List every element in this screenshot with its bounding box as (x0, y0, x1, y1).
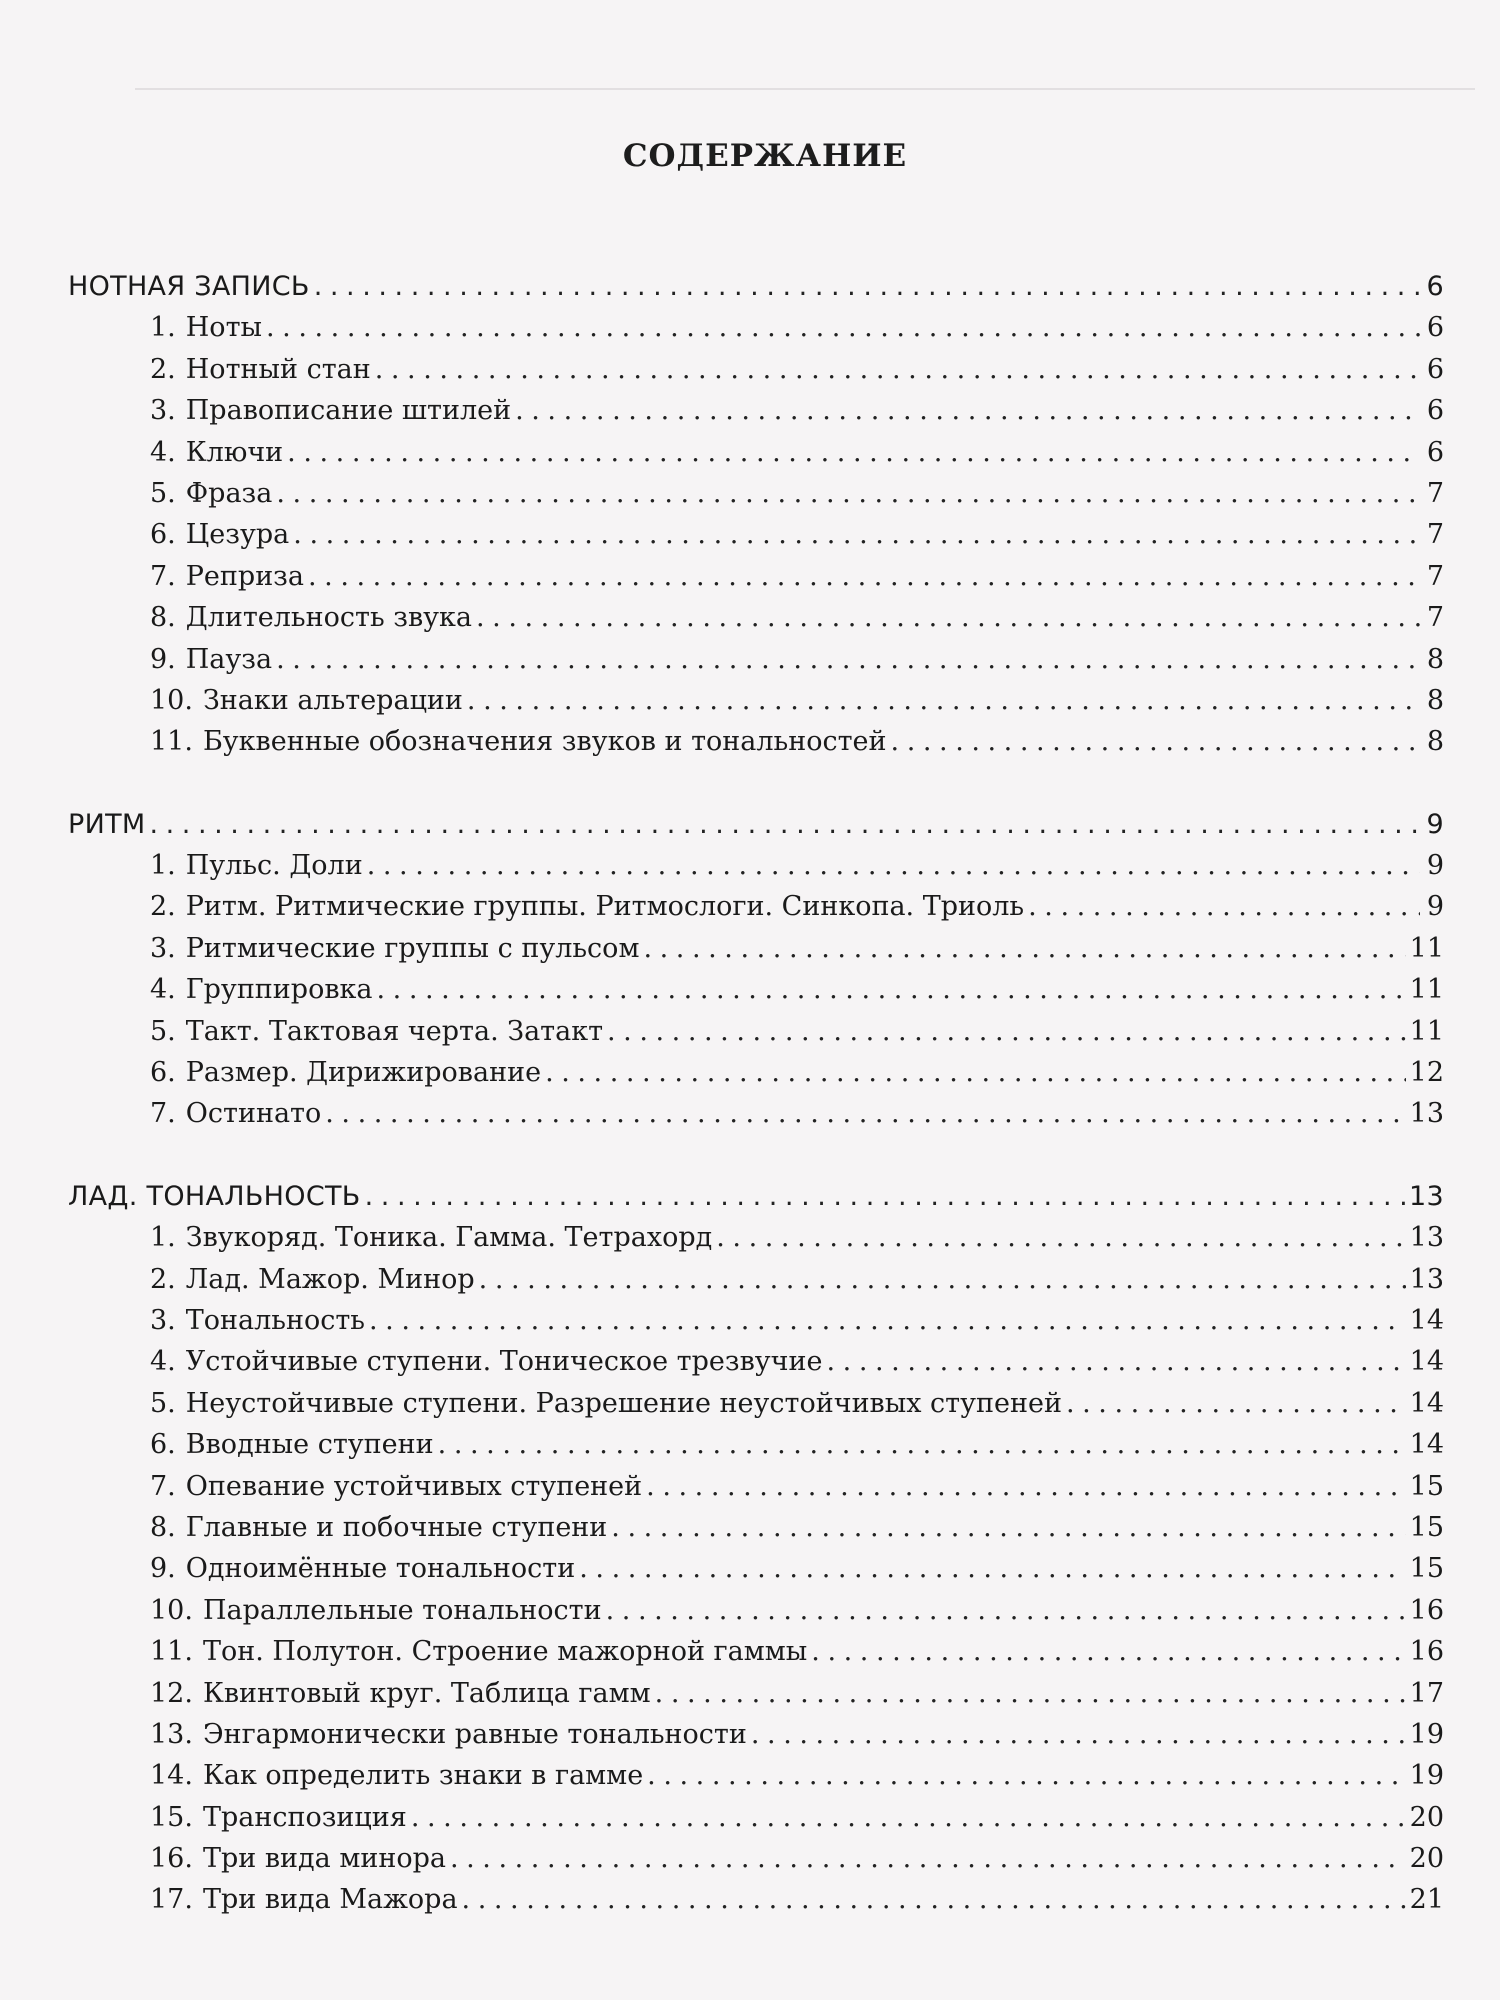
dot-leader (607, 1011, 1406, 1052)
dot-leader (287, 432, 1420, 473)
entry-title: Тональность (185, 1304, 365, 1336)
entry-number: 5. (150, 477, 176, 509)
entry-title: Энгармонически равные тональности (202, 1718, 747, 1750)
page-number: 11 (1409, 1015, 1444, 1047)
dot-leader (308, 556, 1420, 597)
dot-leader (716, 1217, 1405, 1258)
toc-entry (68, 1093, 1444, 1134)
page-number: 14 (1409, 1387, 1444, 1419)
header-rule (135, 88, 1475, 90)
entry-title: Нотный стан (185, 353, 371, 385)
entry-number: 5. (150, 1015, 176, 1047)
dot-leader (365, 1176, 1405, 1217)
toc-entry (68, 1341, 1444, 1382)
page-number: 19 (1409, 1718, 1444, 1750)
entry-number: 15. (150, 1801, 193, 1833)
dot-leader (891, 721, 1420, 762)
entry-number: 8. (150, 1511, 176, 1543)
entry-number: 2. (150, 353, 176, 385)
entry-number: 1. (150, 850, 176, 882)
section-title: РИТМ (68, 808, 146, 840)
toc-entry (68, 1507, 1444, 1548)
dot-leader (375, 349, 1420, 390)
entry-number: 4. (150, 436, 176, 468)
entry-title: Буквенные обозначения звуков и тональностей (202, 726, 887, 758)
page-number: 13 (1409, 1263, 1444, 1295)
entry-title: Лад. Мажор. Минор (185, 1263, 475, 1295)
entry-title: Пульс. Доли (185, 850, 363, 882)
dot-leader (1028, 886, 1420, 927)
entry-number: 7. (150, 1098, 176, 1130)
dot-leader (377, 969, 1406, 1010)
page-number: 11 (1409, 974, 1444, 1006)
entry-title: Длительность звука (185, 602, 473, 634)
toc-entry (68, 1011, 1444, 1052)
toc-entry (68, 1838, 1444, 1879)
entry-number: 16. (150, 1843, 193, 1875)
entry-number: 10. (150, 1594, 193, 1626)
page-number: 20 (1409, 1801, 1444, 1833)
toc-entry (68, 473, 1444, 514)
entry-title: Звукоряд. Тоника. Гамма. Тетрахорд (185, 1222, 713, 1254)
dot-leader (462, 1879, 1406, 1920)
toc-entry (68, 1797, 1444, 1838)
dot-leader (643, 928, 1405, 969)
entry-title: Вводные ступени (185, 1429, 434, 1461)
entry-number: 2. (150, 891, 176, 923)
page-number: 8 (1426, 726, 1444, 758)
entry-title: Опевание устойчивых ступеней (185, 1470, 643, 1502)
dot-leader (266, 307, 1420, 348)
page-number: 7 (1426, 602, 1444, 634)
dot-leader (647, 1755, 1405, 1796)
entry-title: Неустойчивые ступени. Разрешение неустойчивых ступеней (185, 1387, 1062, 1419)
toc-entry (68, 1548, 1444, 1589)
entry-number: 6. (150, 1057, 176, 1089)
toc-entry (68, 1631, 1444, 1672)
page-number: 6 (1426, 271, 1444, 302)
entry-number: 5. (150, 1387, 176, 1419)
page-number: 9 (1426, 808, 1444, 840)
entry-title: Остинато (185, 1098, 322, 1130)
entry-title: Цезура (185, 519, 290, 551)
page-number: 16 (1409, 1636, 1444, 1668)
dot-leader (293, 514, 1420, 555)
entry-number: 13. (150, 1718, 193, 1750)
toc-section (68, 804, 1444, 1135)
entry-number: 17. (150, 1884, 193, 1916)
toc-entry (68, 1217, 1444, 1258)
dot-leader (579, 1548, 1405, 1589)
entry-title: Транспозиция (202, 1801, 407, 1833)
entry-number: 10. (150, 684, 193, 716)
toc-section-heading (68, 1176, 1444, 1217)
entry-title: Ключи (185, 436, 284, 468)
dot-leader (276, 639, 1420, 680)
entry-title: Три вида Мажора (202, 1884, 458, 1916)
entry-title: Тон. Полутон. Строение мажорной гаммы (202, 1636, 808, 1668)
dot-leader (646, 1466, 1405, 1507)
page-number: 7 (1426, 519, 1444, 551)
page-number: 17 (1409, 1677, 1444, 1709)
dot-leader (149, 804, 1420, 845)
entry-title: Три вида минора (202, 1843, 446, 1875)
toc-entry (68, 1424, 1444, 1465)
entry-number: 3. (150, 395, 176, 427)
entry-title: Как определить знаки в гамме (202, 1760, 644, 1792)
dot-leader (367, 845, 1420, 886)
entry-title: Реприза (185, 560, 305, 592)
page-number: 14 (1409, 1304, 1444, 1336)
entry-title: Ритм. Ритмические группы. Ритмослоги. Синкопа. Триоль (185, 891, 1025, 923)
entry-number: 7. (150, 560, 176, 592)
page-number: 9 (1426, 891, 1444, 923)
entry-number: 11. (150, 726, 193, 758)
section-title: НОТНАЯ ЗАПИСЬ (68, 271, 310, 302)
entry-title: Группировка (185, 974, 373, 1006)
entry-number: 3. (150, 932, 176, 964)
toc-entry (68, 1755, 1444, 1796)
entry-number: 6. (150, 519, 176, 551)
page-number: 13 (1409, 1098, 1444, 1130)
entry-number: 12. (150, 1677, 193, 1709)
page-number: 6 (1426, 353, 1444, 385)
entry-title: Одноимённые тональности (185, 1553, 576, 1585)
entry-title: Квинтовый круг. Таблица гамм (202, 1677, 651, 1709)
dot-leader (515, 390, 1420, 431)
toc-entry (68, 349, 1444, 390)
entry-number: 4. (150, 1346, 176, 1378)
entry-title: Параллельные тональности (202, 1594, 602, 1626)
dot-leader (751, 1714, 1406, 1755)
dot-leader (276, 473, 1420, 514)
page-number: 9 (1426, 850, 1444, 882)
toc-section-heading (68, 804, 1444, 845)
page-number: 19 (1409, 1760, 1444, 1792)
toc-section-heading (68, 266, 1444, 307)
dot-leader (545, 1052, 1406, 1093)
toc-entry (68, 1590, 1444, 1631)
entry-title: Размер. Дирижирование (185, 1057, 542, 1089)
toc-entry (68, 556, 1444, 597)
page-number: 13 (1409, 1180, 1444, 1212)
page-number: 15 (1409, 1553, 1444, 1585)
page-number: 13 (1409, 1222, 1444, 1254)
entry-title: Знаки альтерации (202, 684, 463, 716)
entry-number: 11. (150, 1636, 193, 1668)
page-title: СОДЕРЖАНИЕ (622, 138, 908, 174)
page-number: 15 (1409, 1511, 1444, 1543)
page-number: 8 (1426, 643, 1444, 675)
entry-number: 1. (150, 1222, 176, 1254)
dot-leader (611, 1507, 1405, 1548)
page-number: 14 (1409, 1346, 1444, 1378)
toc-entry (68, 307, 1444, 348)
entry-number: 8. (150, 602, 176, 634)
toc-entry (68, 928, 1444, 969)
toc-entry (68, 969, 1444, 1010)
entry-title: Правописание штилей (185, 395, 512, 427)
toc-entry (68, 597, 1444, 638)
page-number: 15 (1409, 1470, 1444, 1502)
toc-entry (68, 721, 1444, 762)
dot-leader (479, 1259, 1406, 1300)
toc-entry (68, 514, 1444, 555)
entry-title: Пауза (185, 643, 273, 675)
dot-leader (369, 1300, 1406, 1341)
dot-leader (325, 1093, 1405, 1134)
entry-number: 3. (150, 1304, 176, 1336)
dot-leader (450, 1838, 1406, 1879)
page-number: 7 (1426, 477, 1444, 509)
page-number: 8 (1426, 684, 1444, 716)
page-number: 6 (1426, 436, 1444, 468)
page-number: 6 (1426, 395, 1444, 427)
entry-number: 7. (150, 1470, 176, 1502)
page-number: 16 (1409, 1594, 1444, 1626)
entry-number: 2. (150, 1263, 176, 1295)
entry-title: Такт. Тактовая черта. Затакт (185, 1015, 604, 1047)
dot-leader (655, 1673, 1406, 1714)
toc-entry (68, 886, 1444, 927)
dot-leader (438, 1424, 1406, 1465)
toc-section (68, 1176, 1444, 1921)
toc-entry (68, 1673, 1444, 1714)
page-number: 12 (1409, 1057, 1444, 1089)
toc-section (68, 266, 1444, 763)
entry-title: Ноты (185, 312, 262, 344)
dot-leader (827, 1341, 1406, 1382)
toc-entry (68, 1383, 1444, 1424)
page-number: 7 (1426, 560, 1444, 592)
page-number: 6 (1426, 312, 1444, 344)
table-of-contents (68, 266, 1444, 1921)
toc-entry (68, 1300, 1444, 1341)
dot-leader (314, 266, 1420, 307)
dot-leader (1066, 1383, 1406, 1424)
entry-title: Фраза (185, 477, 273, 509)
entry-title: Главные и побочные ступени (185, 1511, 608, 1543)
page-number: 21 (1409, 1884, 1444, 1916)
dot-leader (476, 597, 1420, 638)
page-number: 14 (1409, 1429, 1444, 1461)
toc-entry (68, 1052, 1444, 1093)
toc-entry (68, 680, 1444, 721)
dot-leader (411, 1797, 1406, 1838)
toc-entry (68, 390, 1444, 431)
entry-title: Устойчивые ступени. Тоническое трезвучие (185, 1346, 823, 1378)
dot-leader (811, 1631, 1405, 1672)
entry-title: Ритмические группы с пульсом (185, 932, 640, 964)
toc-entry (68, 432, 1444, 473)
dot-leader (467, 680, 1420, 721)
section-title: ЛАД. ТОНАЛЬНОСТЬ (68, 1180, 361, 1212)
toc-entry (68, 845, 1444, 886)
entry-number: 4. (150, 974, 176, 1006)
entry-number: 6. (150, 1429, 176, 1461)
entry-number: 9. (150, 643, 176, 675)
dot-leader (606, 1590, 1406, 1631)
entry-number: 9. (150, 1553, 176, 1585)
toc-entry (68, 1466, 1444, 1507)
toc-entry (68, 1879, 1444, 1920)
toc-entry (68, 1714, 1444, 1755)
toc-entry (68, 1259, 1444, 1300)
page-number: 11 (1409, 932, 1444, 964)
toc-entry (68, 639, 1444, 680)
page-number: 20 (1409, 1843, 1444, 1875)
entry-number: 14. (150, 1760, 193, 1792)
entry-number: 1. (150, 312, 176, 344)
